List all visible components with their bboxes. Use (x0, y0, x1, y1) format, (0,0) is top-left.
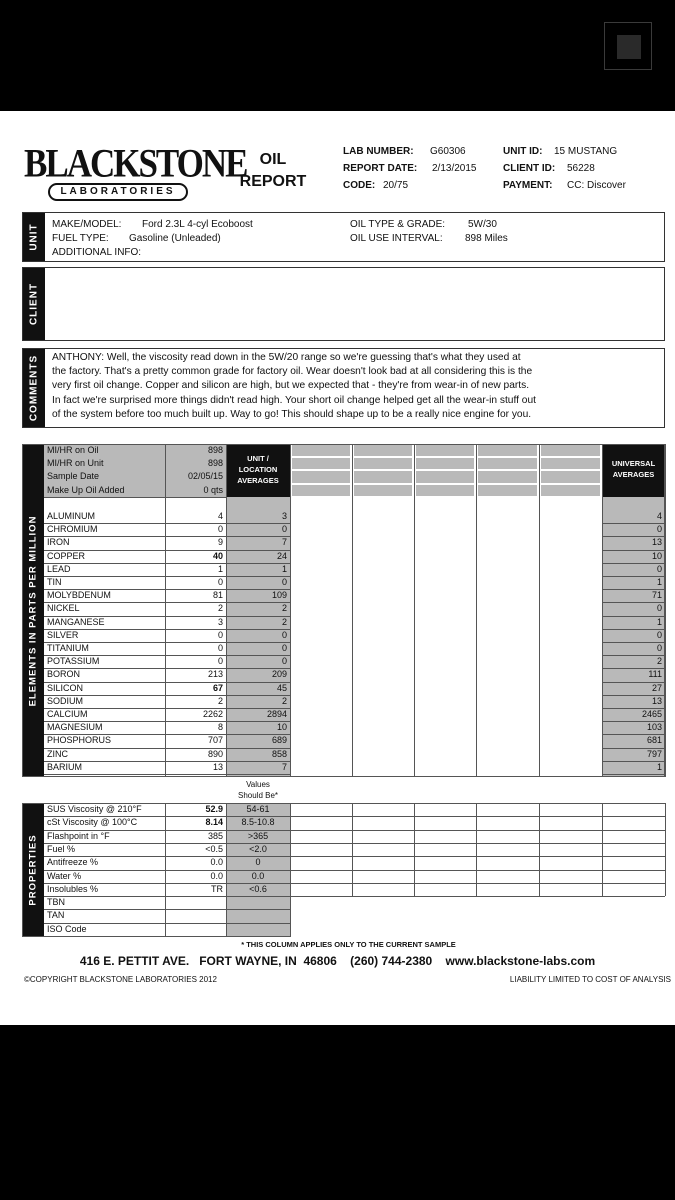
universal-header-line: UNIVERSAL (611, 459, 656, 468)
row-line (290, 803, 665, 804)
element-value: 1 (217, 563, 223, 574)
close-button[interactable] (604, 22, 652, 70)
info-row-value: 0 qts (203, 484, 223, 495)
comment-line: In fact we're surprised more things didn't read high. Your short oil change helped get all the wear-in stuff out (52, 394, 536, 406)
element-unit-avg: 45 (276, 682, 287, 693)
element-unit-avg: 858 (271, 748, 287, 759)
comments-section-label: COMMENTS (23, 349, 45, 427)
col-line (165, 803, 166, 936)
row-line (290, 896, 665, 897)
element-name: SODIUM (47, 695, 83, 706)
element-value: 0 (217, 577, 223, 587)
element-universal-avg: 1 (656, 761, 662, 772)
unit-avg-header-line: LOCATION (238, 465, 278, 474)
element-universal-avg: 0 (656, 563, 662, 574)
element-unit-avg: 1 (281, 563, 287, 574)
element-universal-avg: 0 (656, 629, 662, 640)
element-value: 8 (217, 722, 223, 733)
element-unit-avg: 209 (271, 669, 287, 680)
element-value: 13 (212, 761, 223, 772)
element-universal-avg: 2465 (641, 709, 662, 719)
element-unit-avg: 2 (281, 695, 287, 706)
unit-avg-header-line: AVERAGES (237, 476, 279, 485)
comment-line: very first oil change. Copper and silicon are high, but we expected that - they're from wear-in of new parts. (52, 380, 530, 392)
element-name: MANGANESE (47, 616, 105, 627)
property-value: 8.14 (205, 817, 223, 828)
element-name: CALCIUM (47, 709, 88, 719)
client-section-label: CLIENT (23, 268, 45, 340)
row-line (290, 843, 665, 844)
element-value: 0 (217, 629, 223, 640)
row-line (290, 830, 665, 831)
comments-section (22, 348, 665, 428)
property-name: Fuel % (47, 843, 76, 854)
element-universal-avg: 103 (646, 722, 662, 733)
table-border (22, 444, 665, 777)
oil-use: 898 Miles (465, 233, 508, 244)
report-date: 2/13/2015 (432, 163, 477, 174)
element-unit-avg: 0 (281, 629, 287, 640)
info-row-label: Make Up Oil Added (47, 484, 125, 495)
properties-table (22, 779, 665, 935)
info-row-value: 02/05/15 (187, 471, 223, 482)
universal-header-line: AVERAGES (612, 470, 655, 479)
property-name: cSt Viscosity @ 100°C (47, 817, 138, 828)
element-name: MAGNESIUM (47, 722, 103, 733)
client-id-label: CLIENT ID: (503, 163, 556, 174)
element-universal-avg: 0 (656, 524, 662, 535)
payment-label: PAYMENT: (503, 180, 553, 191)
unit-meta-values (554, 143, 626, 194)
title-line1: OIL (259, 151, 287, 168)
element-universal-avg: 0 (656, 643, 662, 653)
element-universal-avg: 13 (651, 537, 662, 548)
props-border (22, 803, 291, 937)
element-universal-avg: 10 (651, 550, 662, 561)
element-unit-avg: 2 (281, 603, 287, 614)
report-date-label: REPORT DATE: (343, 163, 418, 174)
unit-meta-labels (503, 143, 555, 194)
element-name: PHOSPHORUS (47, 735, 112, 746)
col-line (665, 803, 666, 896)
blackstone-logo (24, 141, 247, 203)
client-section (22, 267, 665, 341)
element-value: 67 (212, 682, 223, 693)
element-value: 3 (217, 616, 223, 627)
element-name: MOLYBDENUM (47, 590, 111, 601)
make-model: Ford 2.3L 4-cyl Ecoboost (142, 219, 253, 230)
info-row-label: MI/HR on Oil (47, 445, 99, 455)
unit-id: 15 MUSTANG (554, 146, 618, 157)
code-label: CODE: (343, 180, 376, 191)
element-name: BORON (47, 669, 81, 680)
comment-line: ANTHONY: Well, the viscosity read down in the 5W/20 range so we're guessing that's what they used at (52, 352, 521, 363)
row-line (290, 816, 665, 817)
element-name: NICKEL (47, 603, 80, 614)
row-line (290, 883, 665, 884)
element-value: 0 (217, 643, 223, 653)
element-value: 40 (212, 550, 223, 561)
element-universal-avg: 797 (646, 748, 662, 759)
properties-section-label: PROPERTIES (22, 803, 44, 937)
element-value: 707 (207, 735, 223, 746)
property-value: 0.0 (210, 857, 223, 868)
element-name: CHROMIUM (47, 524, 98, 535)
payment: CC: Discover (567, 180, 626, 191)
property-value: 0.0 (210, 870, 223, 881)
element-name: SILVER (47, 629, 79, 640)
element-value: 0 (217, 656, 223, 667)
info-row-label: Sample Date (47, 471, 100, 482)
element-value: 4 (217, 511, 223, 521)
should-be-header (226, 779, 290, 801)
element-unit-avg: 0 (281, 524, 287, 535)
property-should-be: 0 (255, 857, 261, 868)
comment-line: the factory. That's a pretty common grade for factory oil. Wear doesn't look bad at all considering this is the (52, 366, 533, 378)
copyright: ©COPYRIGHT BLACKSTONE LABORATORIES 2012 (24, 975, 217, 984)
report-title (228, 149, 318, 193)
property-should-be: <0.6 (249, 883, 267, 894)
property-value: 385 (207, 830, 223, 841)
liability: LIABILITY LIMITED TO COST OF ANALYSIS (509, 975, 671, 984)
property-name: SUS Viscosity @ 210°F (47, 804, 142, 814)
logo-wordmark: BLACKSTONE (24, 141, 247, 186)
property-should-be: 0.0 (251, 870, 265, 881)
element-unit-avg: 2894 (266, 709, 287, 719)
should-be-header-line: Should Be* (237, 791, 279, 800)
comments-text (52, 351, 536, 422)
property-name: TAN (47, 910, 65, 921)
property-should-be: <2.0 (249, 843, 267, 854)
element-universal-avg: 2 (656, 656, 662, 667)
property-should-be: >365 (247, 830, 269, 841)
logo-subtitle: LABORATORIES (48, 183, 188, 201)
property-name: Insolubles % (47, 883, 99, 894)
element-name: ALUMINUM (47, 511, 96, 521)
element-universal-avg: 13 (651, 695, 662, 706)
element-universal-avg: 71 (651, 590, 662, 601)
element-unit-avg: 689 (271, 735, 287, 746)
element-unit-avg: 24 (276, 550, 287, 561)
element-name: POTASSIUM (47, 656, 100, 667)
property-value: <0.5 (205, 843, 223, 854)
element-unit-avg: 3 (281, 511, 287, 521)
property-name: TBN (47, 897, 65, 908)
element-universal-avg: 681 (646, 735, 662, 746)
comment-line: of the system before too much built up. Way to go! This should shape up to be a really nice engine for you. (52, 408, 532, 420)
should-be-header-line: Values (246, 780, 270, 789)
info-row-label: MI/HR on Unit (47, 458, 104, 469)
element-value: 2 (217, 695, 223, 706)
element-unit-avg: 7 (281, 537, 287, 548)
element-unit-avg: 7 (281, 761, 287, 772)
lab-meta-values (383, 143, 477, 194)
property-name: ISO Code (47, 923, 87, 934)
fuel-type-label: FUEL TYPE: (52, 233, 109, 244)
row-line (290, 870, 665, 871)
elements-section-label: ELEMENTS IN PARTS PER MILLION (22, 444, 44, 777)
unit-section-label: UNIT (23, 213, 45, 261)
oil-type-label: OIL TYPE & GRADE: (350, 219, 446, 230)
element-name: ZINC (47, 748, 68, 759)
element-value: 2 (217, 603, 223, 614)
title-line2: REPORT (239, 173, 307, 190)
element-name: SILICON (47, 682, 84, 693)
element-value: 9 (217, 537, 223, 548)
element-universal-avg: 111 (648, 669, 662, 680)
additional-info-label: ADDITIONAL INFO: (52, 247, 142, 258)
property-name: Water % (47, 870, 82, 881)
element-universal-avg: 4 (656, 511, 662, 521)
square-icon (617, 35, 641, 59)
element-value: 0 (217, 524, 223, 535)
make-model-label: MAKE/MODEL: (52, 219, 122, 230)
elements-table (22, 444, 665, 777)
info-row-value: 898 (207, 445, 223, 455)
element-name: TITANIUM (47, 643, 89, 653)
element-universal-avg: 0 (656, 603, 662, 614)
lab-number: G60306 (430, 146, 466, 157)
oil-type: 5W/30 (468, 219, 497, 230)
unit-section (22, 212, 665, 262)
element-value: 81 (212, 590, 223, 601)
property-value: TR (211, 883, 223, 894)
oil-use-label: OIL USE INTERVAL: (350, 233, 443, 244)
property-name: Antifreeze % (47, 857, 99, 868)
property-should-be: 8.5-10.8 (241, 817, 275, 828)
element-universal-avg: 27 (651, 682, 662, 693)
unit-id-label: UNIT ID: (503, 146, 543, 157)
property-name: Flashpoint in °F (47, 830, 110, 841)
fuel-type: Gasoline (Unleaded) (129, 233, 221, 244)
col-line (665, 444, 666, 777)
element-value: 890 (207, 748, 223, 759)
client-id: 56228 (567, 163, 595, 174)
element-unit-avg: 0 (281, 656, 287, 667)
footer-address: 416 E. PETTIT AVE. FORT WAYNE, IN 46806 (260) 744-2380 www.blackstone-labs.com (79, 954, 596, 968)
element-unit-avg: 109 (271, 590, 287, 601)
element-name: IRON (47, 537, 70, 548)
element-name: COPPER (47, 550, 86, 561)
element-universal-avg: 1 (656, 577, 662, 587)
element-unit-avg: 0 (281, 643, 287, 653)
element-name: LEAD (47, 563, 71, 574)
element-value: 213 (207, 669, 223, 680)
property-value: 52.9 (205, 804, 223, 814)
element-unit-avg: 10 (276, 722, 287, 733)
column-note: * THIS COLUMN APPLIES ONLY TO THE CURRENT SAMPLE (241, 940, 456, 949)
element-unit-avg: 2 (281, 616, 287, 627)
code: 20/75 (383, 180, 409, 191)
lab-number-label: LAB NUMBER: (343, 146, 414, 157)
oil-report-page (0, 111, 675, 1025)
unit-avg-header-line: UNIT / (247, 454, 269, 463)
element-universal-avg: 1 (656, 616, 662, 627)
element-value: 2262 (202, 709, 223, 719)
element-unit-avg: 0 (281, 577, 287, 587)
element-name: BARIUM (47, 761, 83, 772)
row-line (290, 856, 665, 857)
property-should-be: 54-61 (246, 804, 270, 814)
col-line (226, 803, 227, 936)
element-name: TIN (47, 577, 62, 587)
info-row-value: 898 (207, 458, 223, 469)
